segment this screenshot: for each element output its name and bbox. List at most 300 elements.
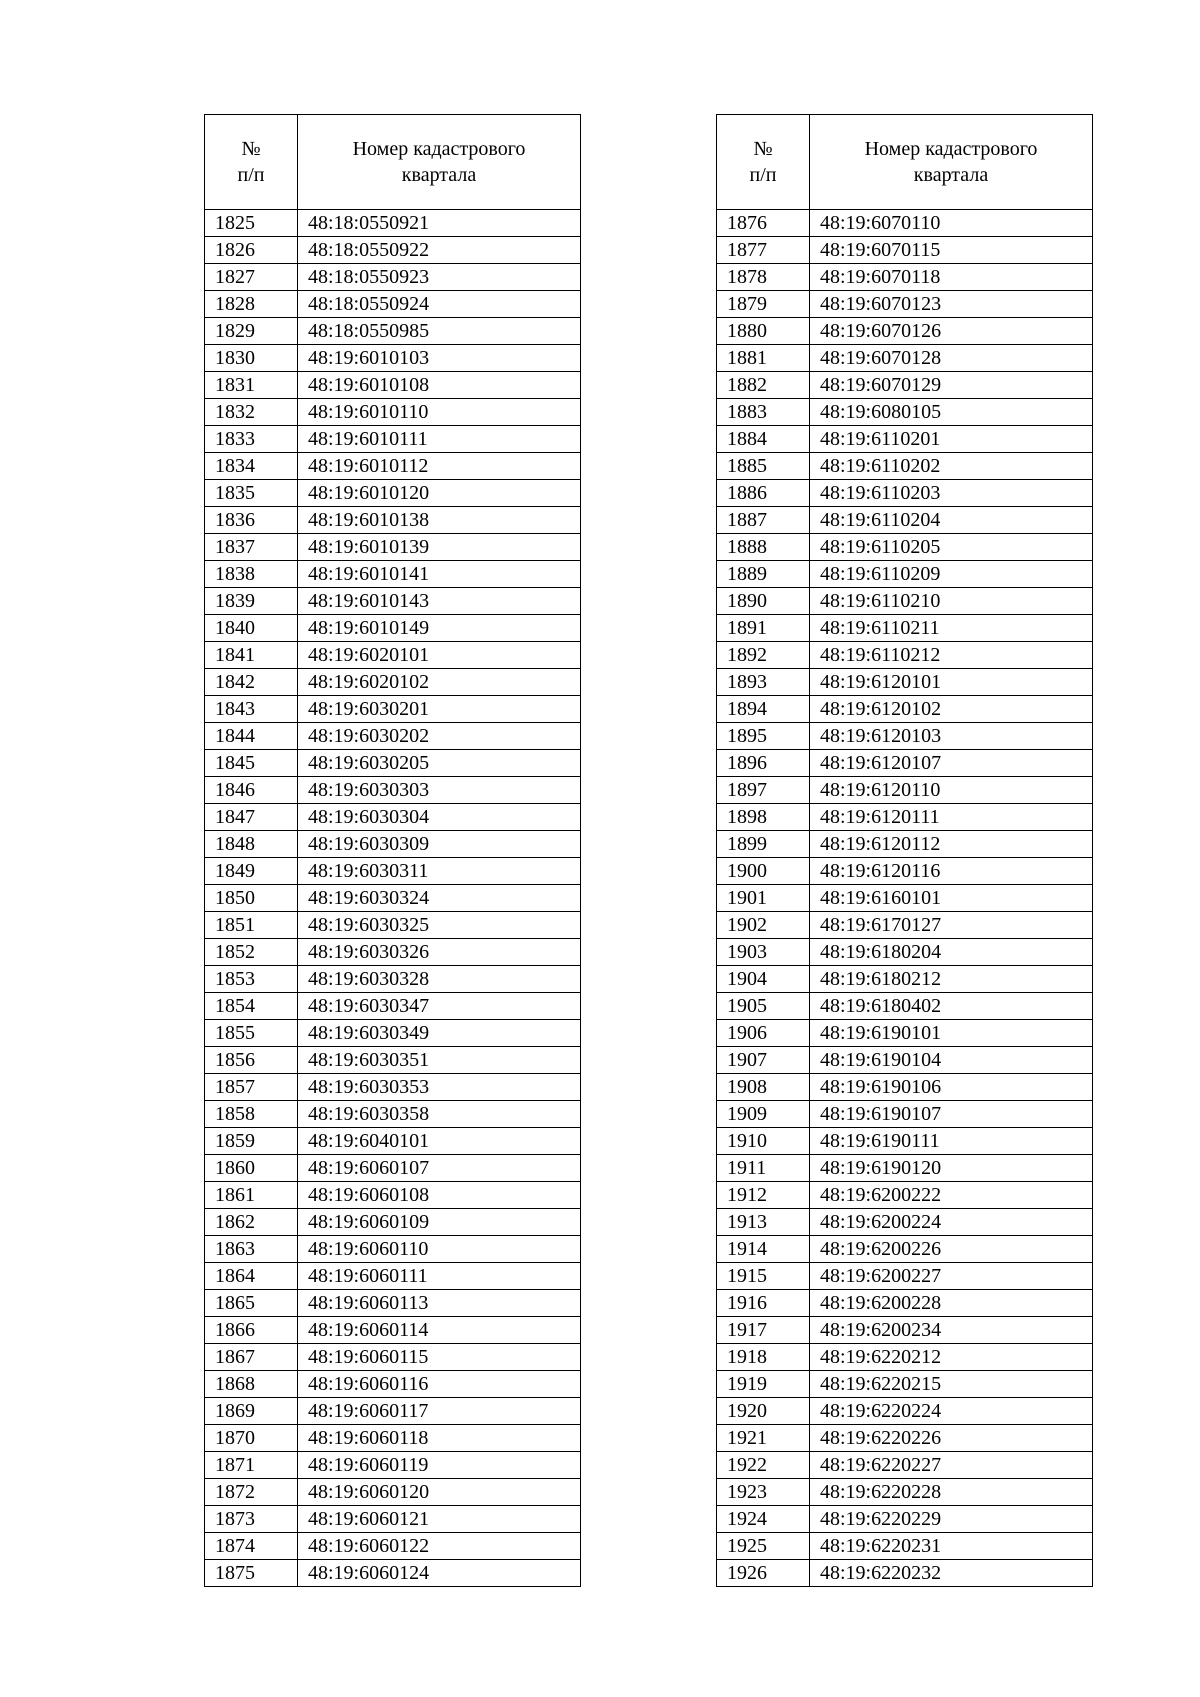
row-number: 1916 <box>717 1290 810 1317</box>
row-number: 1883 <box>717 399 810 426</box>
row-number: 1899 <box>717 831 810 858</box>
row-number: 1910 <box>717 1128 810 1155</box>
row-number: 1856 <box>205 1047 298 1074</box>
cadastral-number: 48:19:6030202 <box>298 723 581 750</box>
cadastral-number: 48:19:6080105 <box>810 399 1093 426</box>
table-row <box>717 615 1093 642</box>
row-number: 1907 <box>717 1047 810 1074</box>
row-number: 1865 <box>205 1290 298 1317</box>
table-row <box>717 426 1093 453</box>
cadastral-number: 48:19:6200228 <box>810 1290 1093 1317</box>
row-number: 1854 <box>205 993 298 1020</box>
table-row <box>205 1371 581 1398</box>
row-number: 1924 <box>717 1506 810 1533</box>
cadastral-number: 48:18:0550921 <box>298 210 581 237</box>
cadastral-number: 48:19:6070126 <box>810 318 1093 345</box>
header-cadastral-line1: Номер кадастрового <box>352 138 526 160</box>
cadastral-number: 48:19:6030349 <box>298 1020 581 1047</box>
row-number: 1913 <box>717 1209 810 1236</box>
cadastral-number: 48:19:6020102 <box>298 669 581 696</box>
row-number: 1890 <box>717 588 810 615</box>
cadastral-number: 48:19:6110212 <box>810 642 1093 669</box>
table-row <box>205 1047 581 1074</box>
cadastral-number: 48:19:6010149 <box>298 615 581 642</box>
row-number: 1887 <box>717 507 810 534</box>
cadastral-number: 48:19:6030304 <box>298 804 581 831</box>
row-number: 1922 <box>717 1452 810 1479</box>
table-row <box>205 372 581 399</box>
row-number: 1840 <box>205 615 298 642</box>
table-row <box>205 1101 581 1128</box>
row-number: 1914 <box>717 1236 810 1263</box>
cadastral-number: 48:19:6120107 <box>810 750 1093 777</box>
table-row <box>205 777 581 804</box>
table-row <box>205 507 581 534</box>
table-row <box>717 1560 1093 1587</box>
table-row <box>205 1452 581 1479</box>
row-number: 1892 <box>717 642 810 669</box>
row-number: 1837 <box>205 534 298 561</box>
table-row <box>205 1290 581 1317</box>
cadastral-number: 48:19:6200226 <box>810 1236 1093 1263</box>
table-row <box>205 885 581 912</box>
table-row <box>717 1182 1093 1209</box>
right-table <box>716 114 1093 1587</box>
cadastral-number: 48:19:6180402 <box>810 993 1093 1020</box>
cadastral-number: 48:19:6060108 <box>298 1182 581 1209</box>
table-row <box>717 966 1093 993</box>
cadastral-number: 48:19:6010111 <box>298 426 581 453</box>
table-row <box>717 480 1093 507</box>
cadastral-number: 48:19:6010112 <box>298 453 581 480</box>
row-number: 1898 <box>717 804 810 831</box>
row-number: 1919 <box>717 1371 810 1398</box>
cadastral-number: 48:19:6060120 <box>298 1479 581 1506</box>
row-number: 1920 <box>717 1398 810 1425</box>
cadastral-number: 48:19:6030353 <box>298 1074 581 1101</box>
cadastral-number: 48:19:6030311 <box>298 858 581 885</box>
row-number: 1925 <box>717 1533 810 1560</box>
cadastral-number: 48:19:6200227 <box>810 1263 1093 1290</box>
header-number <box>205 115 298 210</box>
cadastral-number: 48:19:6010138 <box>298 507 581 534</box>
cadastral-number: 48:19:6060122 <box>298 1533 581 1560</box>
cadastral-number: 48:19:6010110 <box>298 399 581 426</box>
row-number: 1851 <box>205 912 298 939</box>
cadastral-number: 48:18:0550922 <box>298 237 581 264</box>
cadastral-number: 48:19:6190104 <box>810 1047 1093 1074</box>
row-number: 1902 <box>717 912 810 939</box>
table-row <box>717 318 1093 345</box>
table-row <box>205 1155 581 1182</box>
row-number: 1833 <box>205 426 298 453</box>
cadastral-number: 48:19:6110210 <box>810 588 1093 615</box>
table-row <box>205 1074 581 1101</box>
row-number: 1832 <box>205 399 298 426</box>
table-row <box>717 1236 1093 1263</box>
row-number: 1863 <box>205 1236 298 1263</box>
row-number: 1866 <box>205 1317 298 1344</box>
table-row <box>717 588 1093 615</box>
cadastral-number: 48:19:6070129 <box>810 372 1093 399</box>
row-number: 1831 <box>205 372 298 399</box>
header-cadastral-line1: Номер кадастрового <box>864 138 1038 160</box>
row-number: 1836 <box>205 507 298 534</box>
cadastral-number: 48:19:6220226 <box>810 1425 1093 1452</box>
row-number: 1875 <box>205 1560 298 1587</box>
cadastral-number: 48:19:6060124 <box>298 1560 581 1587</box>
cadastral-number: 48:19:6070115 <box>810 237 1093 264</box>
header-number <box>717 115 810 210</box>
table-row <box>205 804 581 831</box>
table-row <box>717 723 1093 750</box>
cadastral-number: 48:19:6020101 <box>298 642 581 669</box>
row-number: 1881 <box>717 345 810 372</box>
cadastral-number: 48:18:0550923 <box>298 264 581 291</box>
table-row <box>717 399 1093 426</box>
row-number: 1882 <box>717 372 810 399</box>
cadastral-number: 48:19:6030201 <box>298 696 581 723</box>
row-number: 1926 <box>717 1560 810 1587</box>
row-number: 1858 <box>205 1101 298 1128</box>
row-number: 1888 <box>717 534 810 561</box>
row-number: 1834 <box>205 453 298 480</box>
cadastral-number: 48:19:6070123 <box>810 291 1093 318</box>
table-row <box>205 588 581 615</box>
header-cadastral <box>810 115 1093 210</box>
table-row <box>717 561 1093 588</box>
table-row <box>205 1398 581 1425</box>
left-table <box>204 114 581 1587</box>
row-number: 1889 <box>717 561 810 588</box>
row-number: 1877 <box>717 237 810 264</box>
cadastral-number: 48:19:6060113 <box>298 1290 581 1317</box>
row-number: 1855 <box>205 1020 298 1047</box>
cadastral-number: 48:19:6110201 <box>810 426 1093 453</box>
row-number: 1870 <box>205 1425 298 1452</box>
table-row <box>717 534 1093 561</box>
table-row <box>205 561 581 588</box>
row-number: 1921 <box>717 1425 810 1452</box>
cadastral-number: 48:19:6110204 <box>810 507 1093 534</box>
table-row <box>205 642 581 669</box>
row-number: 1869 <box>205 1398 298 1425</box>
table-row <box>717 1479 1093 1506</box>
cadastral-number: 48:19:6060111 <box>298 1263 581 1290</box>
header-cadastral-line2: квартала <box>401 164 477 186</box>
row-number: 1842 <box>205 669 298 696</box>
row-number: 1904 <box>717 966 810 993</box>
table-row <box>205 1020 581 1047</box>
row-number: 1857 <box>205 1074 298 1101</box>
row-number: 1825 <box>205 210 298 237</box>
cadastral-number: 48:19:6170127 <box>810 912 1093 939</box>
cadastral-number: 48:19:6220229 <box>810 1506 1093 1533</box>
row-number: 1861 <box>205 1182 298 1209</box>
cadastral-number: 48:19:6030328 <box>298 966 581 993</box>
row-number: 1862 <box>205 1209 298 1236</box>
table-row <box>205 1317 581 1344</box>
table-row <box>717 372 1093 399</box>
table-row <box>205 1560 581 1587</box>
row-number: 1845 <box>205 750 298 777</box>
cadastral-number: 48:19:6060121 <box>298 1506 581 1533</box>
table-header-row <box>717 115 1093 210</box>
table-row <box>717 1506 1093 1533</box>
row-number: 1850 <box>205 885 298 912</box>
table-row <box>205 939 581 966</box>
row-number: 1839 <box>205 588 298 615</box>
cadastral-number: 48:19:6030325 <box>298 912 581 939</box>
table-row <box>717 777 1093 804</box>
cadastral-number: 48:19:6060119 <box>298 1452 581 1479</box>
cadastral-number: 48:19:6030303 <box>298 777 581 804</box>
cadastral-number: 48:19:6010139 <box>298 534 581 561</box>
table-row <box>205 912 581 939</box>
row-number: 1917 <box>717 1317 810 1344</box>
table-row <box>205 453 581 480</box>
row-number: 1860 <box>205 1155 298 1182</box>
table-row <box>205 345 581 372</box>
cadastral-number: 48:19:6220232 <box>810 1560 1093 1587</box>
cadastral-number: 48:19:6110211 <box>810 615 1093 642</box>
table-row <box>717 804 1093 831</box>
table-row <box>717 1074 1093 1101</box>
row-number: 1895 <box>717 723 810 750</box>
row-number: 1915 <box>717 1263 810 1290</box>
cadastral-number: 48:19:6160101 <box>810 885 1093 912</box>
row-number: 1829 <box>205 318 298 345</box>
row-number: 1876 <box>717 210 810 237</box>
row-number: 1900 <box>717 858 810 885</box>
row-number: 1911 <box>717 1155 810 1182</box>
row-number: 1852 <box>205 939 298 966</box>
table-row <box>717 291 1093 318</box>
row-number: 1835 <box>205 480 298 507</box>
table-row <box>205 993 581 1020</box>
row-number: 1868 <box>205 1371 298 1398</box>
cadastral-number: 48:19:6030347 <box>298 993 581 1020</box>
table-row <box>717 264 1093 291</box>
row-number: 1826 <box>205 237 298 264</box>
header-cadastral-line2: квартала <box>913 164 989 186</box>
table-row <box>717 1209 1093 1236</box>
header-number-line1: № <box>241 138 261 160</box>
left-table-body <box>205 210 581 1587</box>
table-row <box>717 939 1093 966</box>
cadastral-number: 48:19:6200222 <box>810 1182 1093 1209</box>
table-row <box>205 750 581 777</box>
table-row <box>717 1398 1093 1425</box>
cadastral-number: 48:19:6120112 <box>810 831 1093 858</box>
table-row <box>717 1128 1093 1155</box>
table-row <box>717 1425 1093 1452</box>
table-row <box>205 1128 581 1155</box>
table-row <box>205 1209 581 1236</box>
row-number: 1871 <box>205 1452 298 1479</box>
table-row <box>717 912 1093 939</box>
cadastral-number: 48:19:6110205 <box>810 534 1093 561</box>
table-row <box>205 426 581 453</box>
row-number: 1880 <box>717 318 810 345</box>
row-number: 1906 <box>717 1020 810 1047</box>
table-row <box>205 318 581 345</box>
row-number: 1891 <box>717 615 810 642</box>
cadastral-number: 48:19:6190106 <box>810 1074 1093 1101</box>
table-row <box>717 237 1093 264</box>
table-row <box>205 669 581 696</box>
cadastral-number: 48:19:6070128 <box>810 345 1093 372</box>
cadastral-number: 48:19:6180212 <box>810 966 1093 993</box>
cadastral-number: 48:18:0550985 <box>298 318 581 345</box>
table-row <box>717 831 1093 858</box>
table-row <box>717 345 1093 372</box>
cadastral-number: 48:19:6190120 <box>810 1155 1093 1182</box>
table-row <box>717 453 1093 480</box>
cadastral-number: 48:19:6010108 <box>298 372 581 399</box>
header-number-line2: п/п <box>749 164 777 186</box>
cadastral-number: 48:19:6060107 <box>298 1155 581 1182</box>
row-number: 1905 <box>717 993 810 1020</box>
cadastral-number: 48:19:6060109 <box>298 1209 581 1236</box>
table-row <box>205 1506 581 1533</box>
cadastral-number: 48:19:6040101 <box>298 1128 581 1155</box>
table-row <box>205 966 581 993</box>
table-row <box>205 1479 581 1506</box>
right-table-body <box>717 210 1093 1587</box>
row-number: 1893 <box>717 669 810 696</box>
table-row <box>205 723 581 750</box>
row-number: 1841 <box>205 642 298 669</box>
cadastral-number: 48:19:6120111 <box>810 804 1093 831</box>
table-row <box>717 1371 1093 1398</box>
row-number: 1886 <box>717 480 810 507</box>
cadastral-number: 48:19:6220212 <box>810 1344 1093 1371</box>
row-number: 1827 <box>205 264 298 291</box>
table-row <box>205 1425 581 1452</box>
table-row <box>717 858 1093 885</box>
table-row <box>205 1236 581 1263</box>
row-number: 1859 <box>205 1128 298 1155</box>
cadastral-number: 48:19:6120110 <box>810 777 1093 804</box>
table-row <box>717 1317 1093 1344</box>
table-row <box>717 1020 1093 1047</box>
row-number: 1838 <box>205 561 298 588</box>
table-row <box>205 264 581 291</box>
table-row <box>717 750 1093 777</box>
cadastral-number: 48:19:6200224 <box>810 1209 1093 1236</box>
table-row <box>717 885 1093 912</box>
cadastral-number: 48:19:6030351 <box>298 1047 581 1074</box>
cadastral-number: 48:19:6060114 <box>298 1317 581 1344</box>
table-row <box>205 1263 581 1290</box>
row-number: 1843 <box>205 696 298 723</box>
table-row <box>205 237 581 264</box>
table-row <box>717 1155 1093 1182</box>
row-number: 1897 <box>717 777 810 804</box>
cadastral-number: 48:19:6120103 <box>810 723 1093 750</box>
table-row <box>717 1047 1093 1074</box>
cadastral-number: 48:19:6060117 <box>298 1398 581 1425</box>
table-row <box>205 534 581 561</box>
table-row <box>717 507 1093 534</box>
row-number: 1874 <box>205 1533 298 1560</box>
cadastral-number: 48:19:6120102 <box>810 696 1093 723</box>
cadastral-number: 48:19:6060116 <box>298 1371 581 1398</box>
table-row <box>205 210 581 237</box>
table-row <box>717 993 1093 1020</box>
cadastral-number: 48:19:6110203 <box>810 480 1093 507</box>
cadastral-number: 48:19:6070110 <box>810 210 1093 237</box>
table-header-row <box>205 115 581 210</box>
cadastral-number: 48:19:6010141 <box>298 561 581 588</box>
cadastral-number: 48:19:6060118 <box>298 1425 581 1452</box>
row-number: 1908 <box>717 1074 810 1101</box>
cadastral-number: 48:19:6030324 <box>298 885 581 912</box>
cadastral-number: 48:19:6030205 <box>298 750 581 777</box>
cadastral-number: 48:19:6120101 <box>810 669 1093 696</box>
table-row <box>717 1344 1093 1371</box>
row-number: 1912 <box>717 1182 810 1209</box>
cadastral-number: 48:19:6010120 <box>298 480 581 507</box>
table-row <box>205 1533 581 1560</box>
row-number: 1847 <box>205 804 298 831</box>
table-row <box>205 831 581 858</box>
row-number: 1879 <box>717 291 810 318</box>
row-number: 1844 <box>205 723 298 750</box>
row-number: 1909 <box>717 1101 810 1128</box>
row-number: 1867 <box>205 1344 298 1371</box>
table-row <box>717 1452 1093 1479</box>
table-row <box>205 1182 581 1209</box>
table-row <box>717 1101 1093 1128</box>
row-number: 1885 <box>717 453 810 480</box>
table-row <box>205 480 581 507</box>
row-number: 1894 <box>717 696 810 723</box>
table-row <box>205 858 581 885</box>
cadastral-number: 48:19:6060110 <box>298 1236 581 1263</box>
cadastral-number: 48:19:6030326 <box>298 939 581 966</box>
row-number: 1923 <box>717 1479 810 1506</box>
header-cadastral <box>298 115 581 210</box>
cadastral-number: 48:19:6220227 <box>810 1452 1093 1479</box>
row-number: 1873 <box>205 1506 298 1533</box>
row-number: 1846 <box>205 777 298 804</box>
cadastral-number: 48:19:6220228 <box>810 1479 1093 1506</box>
row-number: 1896 <box>717 750 810 777</box>
row-number: 1849 <box>205 858 298 885</box>
cadastral-number: 48:19:6120116 <box>810 858 1093 885</box>
row-number: 1848 <box>205 831 298 858</box>
table-row <box>205 615 581 642</box>
row-number: 1878 <box>717 264 810 291</box>
table-row <box>717 1533 1093 1560</box>
cadastral-number: 48:19:6190111 <box>810 1128 1093 1155</box>
table-row <box>717 210 1093 237</box>
cadastral-number: 48:19:6220224 <box>810 1398 1093 1425</box>
table-row <box>205 291 581 318</box>
table-row <box>717 1263 1093 1290</box>
row-number: 1872 <box>205 1479 298 1506</box>
row-number: 1853 <box>205 966 298 993</box>
table-row <box>205 696 581 723</box>
cadastral-number: 48:19:6060115 <box>298 1344 581 1371</box>
cadastral-number: 48:19:6180204 <box>810 939 1093 966</box>
row-number: 1884 <box>717 426 810 453</box>
cadastral-number: 48:19:6030358 <box>298 1101 581 1128</box>
cadastral-number: 48:19:6110209 <box>810 561 1093 588</box>
table-row <box>205 399 581 426</box>
